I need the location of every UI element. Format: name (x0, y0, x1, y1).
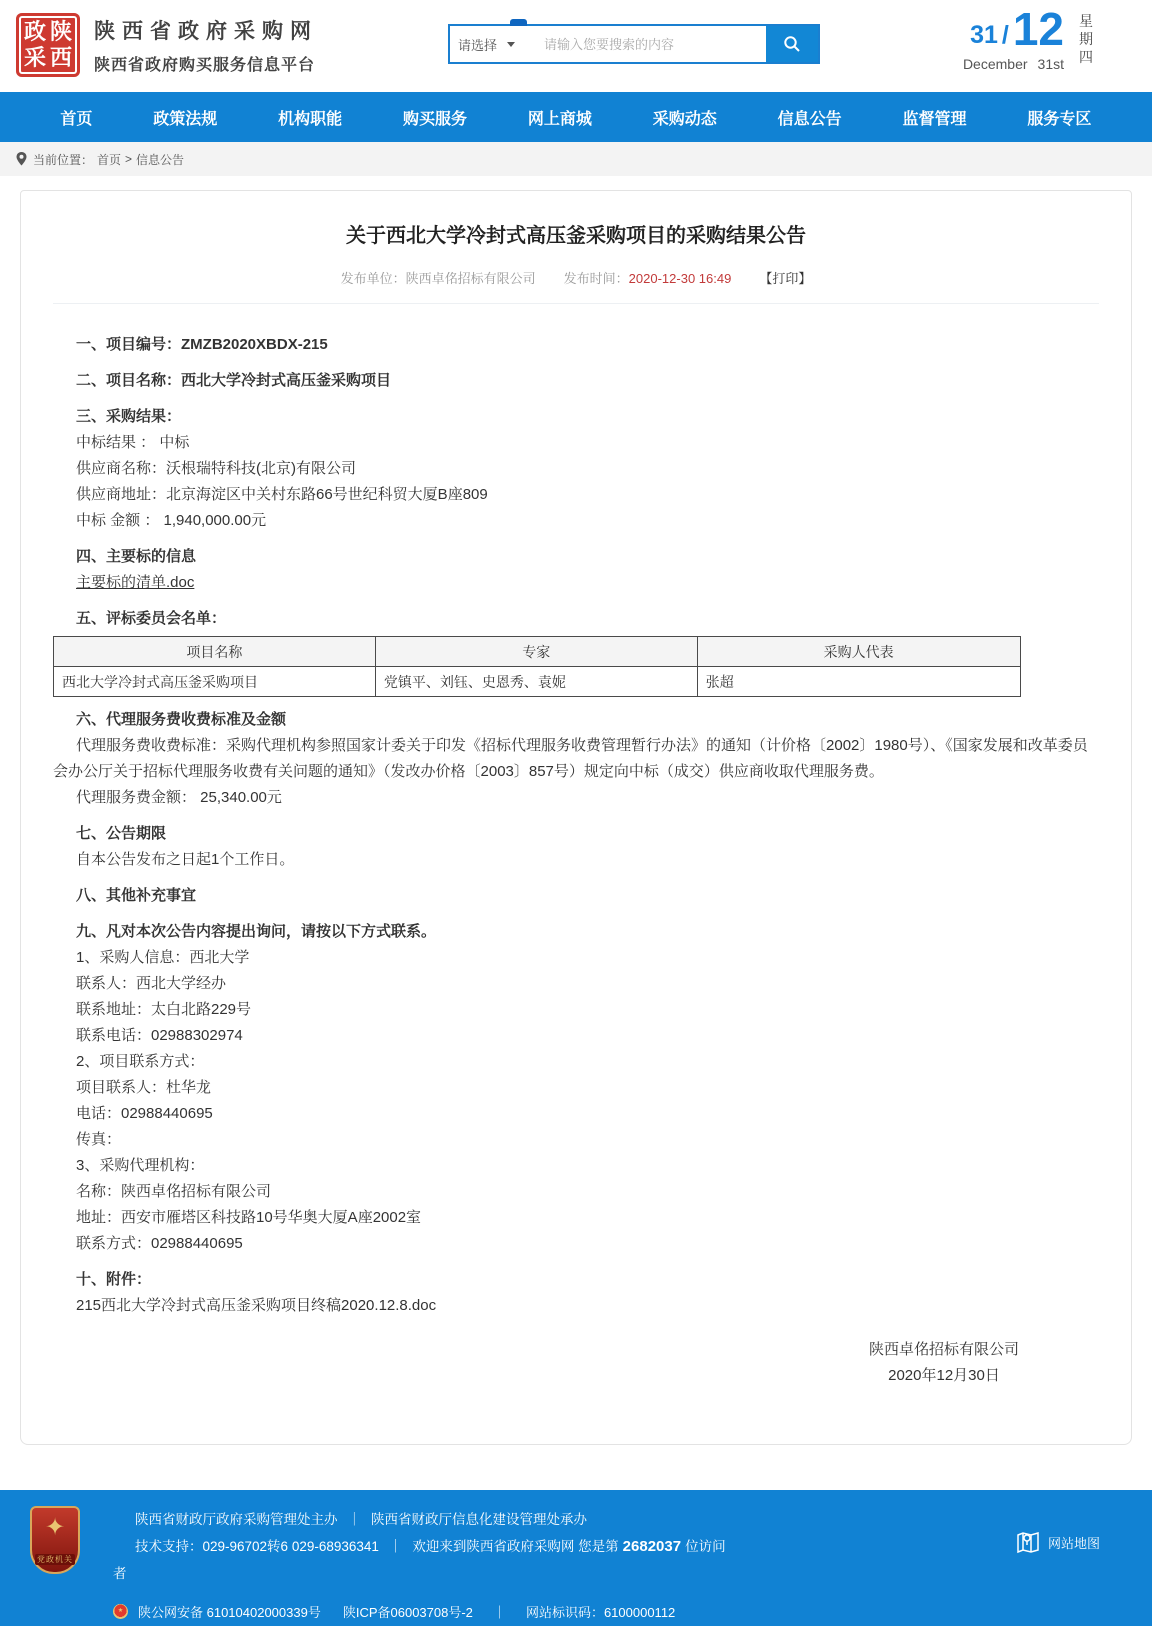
section-contact-heading: 九、凡对本次公告内容提出询问，请按以下方式联系。 (76, 923, 437, 940)
sitemap-label: 网站地图 (1047, 1535, 1100, 1551)
purchaser-info: 1、采购人信息：西北大学 (76, 949, 250, 966)
project-contact-fax: 传真： (76, 1131, 122, 1148)
attachment-doc-link[interactable] (53, 1293, 1099, 1319)
date-words (924, 56, 1094, 72)
section-announcement-period-heading: 七、公告期限 (76, 825, 167, 842)
section-attachments-heading: 十、附件： (76, 1271, 152, 1288)
breadcrumb-separator: > (125, 152, 133, 166)
breadcrumb-home-link[interactable]: 首页 (97, 152, 122, 167)
footer-legal-bar (0, 1596, 1152, 1626)
nav-item-policies[interactable]: 政策法规 (153, 110, 218, 128)
agency-phone: 联系方式：02988440695 (76, 1235, 243, 1252)
icp-number[interactable]: 陕ICP备06003708号-2 (342, 1604, 473, 1620)
section-project-name: 二、项目名称：西北大学冷封式高压釜采购项目 (76, 372, 392, 389)
signature-date: 2020年12月30日 (888, 1367, 1000, 1384)
site-subtitle: 陕西省政府购买服务信息平台 (94, 57, 316, 74)
col-purchaser-rep: 采购人代表 (697, 637, 1020, 667)
nav-item-online-mall[interactable]: 网上商城 (527, 110, 592, 128)
print-button[interactable]: 【打印】 (759, 271, 812, 286)
top-header (0, 0, 1152, 92)
nav-item-purchase-services[interactable]: 购买服务 (403, 110, 468, 128)
page-footer (0, 1490, 1152, 1626)
site-code: 网站标识码：6100000112 (525, 1604, 676, 1620)
date-numeric (924, 3, 1094, 55)
committee-table (53, 636, 1021, 697)
location-pin-icon (16, 152, 27, 166)
agency-fee-standard: 代理服务费收费标准：采购代理机构参照国家计委关于印发《招标代理服务收费管理暂行办法》的通知（计价格〔2002〕1980号）、《国家发展和改革委员会办公厅关于招标代理服务收费有关问题的通知》（发改办价格〔2003〕857号）规定向中标（成交）供应商收取代理服务费。 (53, 737, 1088, 780)
breadcrumb-current[interactable]: 信息公告 (136, 152, 185, 167)
time-label: 发布时间： (563, 271, 629, 286)
agency-fee-amount: 代理服务费金额： 25,340.00元 (76, 789, 282, 806)
announcement-period: 自本公告发布之日起1个工作日。 (76, 851, 295, 868)
search-type-indicator (510, 19, 527, 26)
visitor-count: 2682037 (622, 1538, 682, 1555)
section-project-number: 一、项目编号：ZMZB2020XBDX-215 (76, 336, 328, 353)
footer-org-a: 陕西省财政厅政府采购管理处主办 (135, 1512, 338, 1527)
article-body (53, 332, 1099, 1389)
breadcrumb (0, 142, 1152, 176)
site-title: 陕西省政府采购网 (94, 20, 318, 43)
announcement-card (20, 190, 1132, 1445)
agency-address: 地址：西安市雁塔区科技路10号华奥大厦A座2002室 (76, 1209, 422, 1226)
col-project-name: 项目名称 (54, 637, 376, 667)
table-row (54, 667, 1021, 697)
table-header-row (54, 637, 1021, 667)
section-committee-heading: 五、评标委员会名单： (76, 610, 227, 627)
subject-list-doc-link[interactable] (53, 570, 1099, 596)
search-select-label: 请选择 (458, 37, 498, 53)
footer-org-line (113, 1506, 733, 1533)
agency-name: 名称：陕西卓佲招标有限公司 (76, 1183, 272, 1200)
footer-separator: ｜ (388, 1539, 403, 1554)
visitor-wrap: 者 (113, 1566, 127, 1581)
map-icon (1014, 1528, 1042, 1556)
section-subject-info: 四、主要标的信息 (76, 548, 197, 565)
date-month-name: December (962, 56, 1028, 72)
seal-char: 采 (23, 45, 46, 70)
project-contact-name: 项目联系人：杜华龙 (76, 1079, 212, 1096)
date-weekday: 星期四 (1079, 13, 1093, 65)
subject-list-doc-label: 主要标的清单.doc (76, 574, 195, 591)
project-contact-phone: 电话：02988440695 (76, 1105, 213, 1122)
date-slash: / (1001, 21, 1009, 49)
footer-welcome: 欢迎来到陕西省政府采购网 您是第 (412, 1539, 619, 1554)
publish-time (564, 268, 732, 287)
search-category-select[interactable] (450, 26, 538, 62)
footer-support-line (113, 1533, 733, 1587)
main-nav (0, 92, 1152, 142)
section-result-heading: 三、采购结果： (76, 408, 182, 425)
result-status: 中标结果 ： 中标 (76, 434, 190, 451)
time-value: 2020-12-30 16:49 (628, 271, 732, 286)
footer-text (113, 1506, 733, 1587)
seal-char: 西 (49, 45, 72, 70)
purchaser-phone: 联系电话：02988302974 (76, 1027, 243, 1044)
nav-item-functions[interactable]: 机构职能 (278, 110, 343, 128)
date-ordinal: 31st (1037, 56, 1064, 72)
page-title: 关于西北大学冷封式高压釜采购项目的采购结果公告 (346, 225, 806, 247)
col-experts: 专家 (375, 637, 697, 667)
cell-purchaser-rep: 张超 (697, 667, 1020, 697)
supplier-name: 供应商名称：沃根瑞特科技(北京)有限公司 (76, 460, 356, 477)
date-widget (924, 3, 1094, 72)
attachment-doc-label: 215西北大学冷封式高压釜采购项目终稿2020.12.8.doc (76, 1297, 437, 1314)
sitemap-link[interactable] (1014, 1528, 1100, 1556)
shield-label: 党政机关 (37, 1555, 73, 1564)
search-bar (448, 24, 820, 64)
site-name-block (94, 15, 318, 75)
seal-char: 政 (23, 19, 46, 44)
visitor-tail: 位访问 (685, 1539, 726, 1554)
shield-emblem: ✦ (44, 1514, 66, 1541)
purchaser-contact: 联系人：西北大学经办 (76, 975, 227, 992)
publisher-label: 发布单位：陕西卓佲招标有限公司 (340, 271, 536, 286)
search-input[interactable] (538, 26, 766, 62)
supplier-address: 供应商地址：北京海淀区中关村东路66号世纪科贸大厦B座809 (76, 486, 488, 503)
footer-separator: ｜ (492, 1604, 506, 1620)
date-day: 31 (970, 21, 998, 49)
search-icon (783, 35, 801, 53)
award-amount: 中标 金额 ： 1,940,000.00元 (76, 512, 267, 529)
section-agency-fee-heading: 六、代理服务费收费标准及金额 (76, 711, 287, 728)
purchaser-address: 联系地址：太白北路229号 (76, 1001, 252, 1018)
nav-item-procurement-news[interactable]: 采购动态 (652, 110, 717, 128)
footer-org-b: 陕西省财政厅信息化建设管理处承办 (371, 1512, 587, 1527)
seal-char: 陕 (49, 19, 72, 44)
project-contact-heading: 2、项目联系方式： (76, 1053, 205, 1070)
nav-item-announcements[interactable]: 信息公告 (777, 110, 842, 128)
caret-down-icon (507, 42, 515, 47)
breadcrumb-prefix: 当前位置： (33, 152, 94, 167)
search-button[interactable] (766, 26, 818, 62)
cell-project-name: 西北大学冷封式高压釜采购项目 (54, 667, 376, 697)
signature-block (53, 1337, 1099, 1389)
party-gov-shield-icon (30, 1506, 80, 1574)
nav-item-supervision[interactable]: 监督管理 (902, 110, 967, 128)
site-seal-icon (16, 13, 80, 77)
section-other-matters-heading: 八、其他补充事宜 (76, 887, 197, 904)
date-month: 12 (1012, 3, 1064, 55)
footer-support: 技术支持：029-96702转6 029-68936341 (135, 1539, 379, 1554)
article-meta (53, 268, 1099, 304)
footer-separator: ｜ (347, 1512, 361, 1527)
signature-company: 陕西卓佲招标有限公司 (868, 1341, 1019, 1358)
police-badge-icon (113, 1604, 128, 1619)
site-logo[interactable] (16, 13, 318, 77)
cell-experts: 党镇平、刘钰、史恩秀、袁妮 (375, 667, 697, 697)
nav-item-service-zone[interactable]: 服务专区 (1027, 110, 1092, 128)
nav-item-home[interactable]: 首页 (60, 110, 93, 128)
police-record-number[interactable]: 陕公网安备 61010402000339号 (138, 1604, 321, 1620)
agency-heading: 3、采购代理机构： (76, 1157, 205, 1174)
